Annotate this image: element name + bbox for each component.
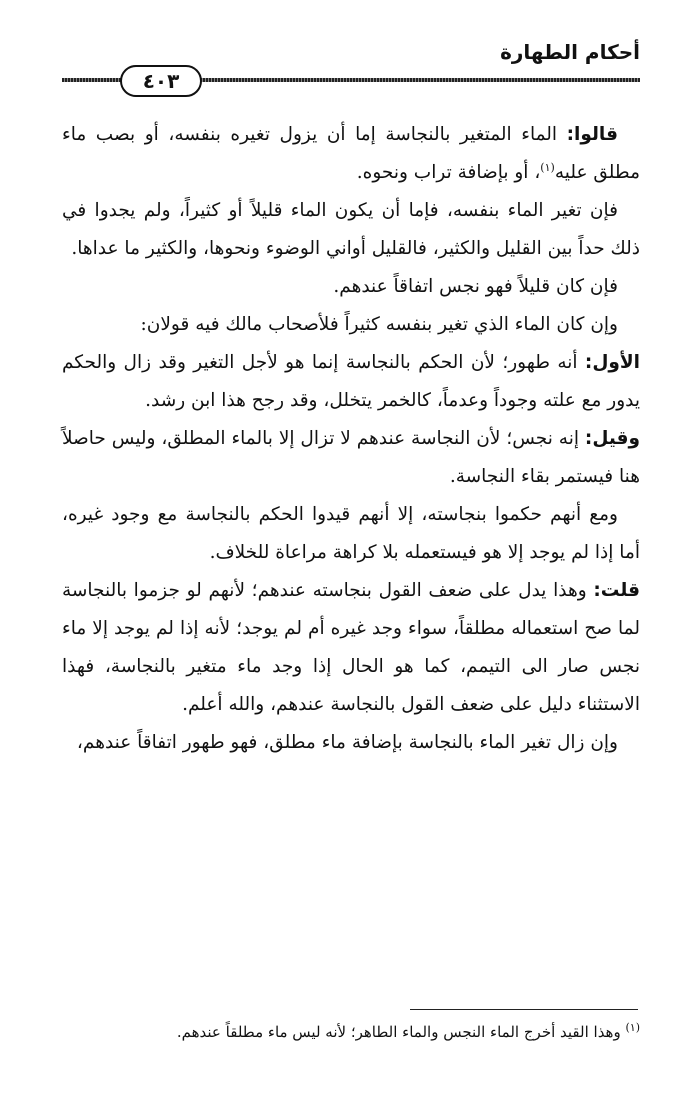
lead-word: قلت: bbox=[593, 580, 640, 601]
paragraph-text: وهذا يدل على ضعف القول بنجاسته عندهم؛ لأنهم لو جزموا بالنجاسة لما صح استعماله مطلقاً، سواء وجد غيره أم لم يوجد؛ لأنه إذا لم يوجد إلا ماء نجس صار الى التيمم، كما هو الحال إذا وجد ماء متغير بالنجاسة، فهذا الاستثناء دليل على ضعف القول بالنجاسة عندهم، والله أعلم. bbox=[62, 580, 640, 715]
paragraph-5 bbox=[62, 344, 640, 420]
footnote bbox=[62, 1020, 640, 1044]
paragraph-text: أنه طهور؛ لأن الحكم بالنجاسة إنما هو لأجل التغير وقد زال والحكم يدور مع علته وجوداً وعدماً، كالخمر يتخلل، وقد رجح هذا ابن رشد. bbox=[62, 352, 640, 411]
lead-word: الأول: bbox=[584, 352, 640, 373]
footnote-ref: (١) bbox=[540, 160, 555, 174]
lead-word: وقيل: bbox=[584, 428, 640, 449]
paragraph-1 bbox=[62, 116, 640, 192]
paragraph-9: وإن زال تغير الماء بالنجاسة بإضافة ماء مطلق، فهو طهور اتفاقاً عندهم، bbox=[76, 732, 618, 753]
paragraph-text: الماء المتغير بالنجاسة إما أن يزول تغيره بنفسه، أو بصب ماء مطلق عليه bbox=[62, 124, 640, 183]
paragraph-text: إنه نجس؛ لأن النجاسة عندهم لا تزال إلا بالماء المطلق، وليس حاصلاً هنا فيستمر بقاء النجاسة. bbox=[62, 428, 640, 487]
paragraph-6 bbox=[62, 420, 640, 496]
paragraph-text: ، أو بإضافة تراب ونحوه. bbox=[356, 162, 541, 183]
paragraph-4: وإن كان الماء الذي تغير بنفسه كثيراً فلأصحاب مالك فيه قولان: bbox=[140, 314, 618, 335]
page-header bbox=[62, 40, 640, 100]
footnote-text: وهذا القيد أخرج الماء النجس والماء الطاهر؛ لأنه ليس ماء مطلقاً عندهم. bbox=[176, 1023, 626, 1041]
paragraph-8 bbox=[62, 572, 640, 724]
page-number: ٤٠٣ bbox=[120, 65, 202, 97]
footnote-number: (١) bbox=[625, 1021, 640, 1034]
book-title: أحكام الطهارة bbox=[500, 40, 640, 64]
paragraph-2: فإن تغير الماء بنفسه، فإما أن يكون الماء قليلاً أو كثيراً، ولم يجدوا في ذلك حداً بين القليل والكثير، فالقليل أواني الوضوء ونحوها، والكثير ما عداها. bbox=[62, 200, 640, 259]
body-text bbox=[62, 116, 640, 762]
lead-word: قالوا: bbox=[566, 124, 618, 145]
paragraph-7: ومع أنهم حكموا بنجاسته، إلا أنهم قيدوا الحكم بالنجاسة مع وجود غيره، أما إذا لم يوجد إلا هو فيستعمله بلا كراهة مراعاة للخلاف. bbox=[62, 504, 640, 563]
paragraph-3: فإن كان قليلاً فهو نجس اتفاقاً عندهم. bbox=[333, 276, 618, 297]
footnote-rule bbox=[410, 1009, 638, 1010]
